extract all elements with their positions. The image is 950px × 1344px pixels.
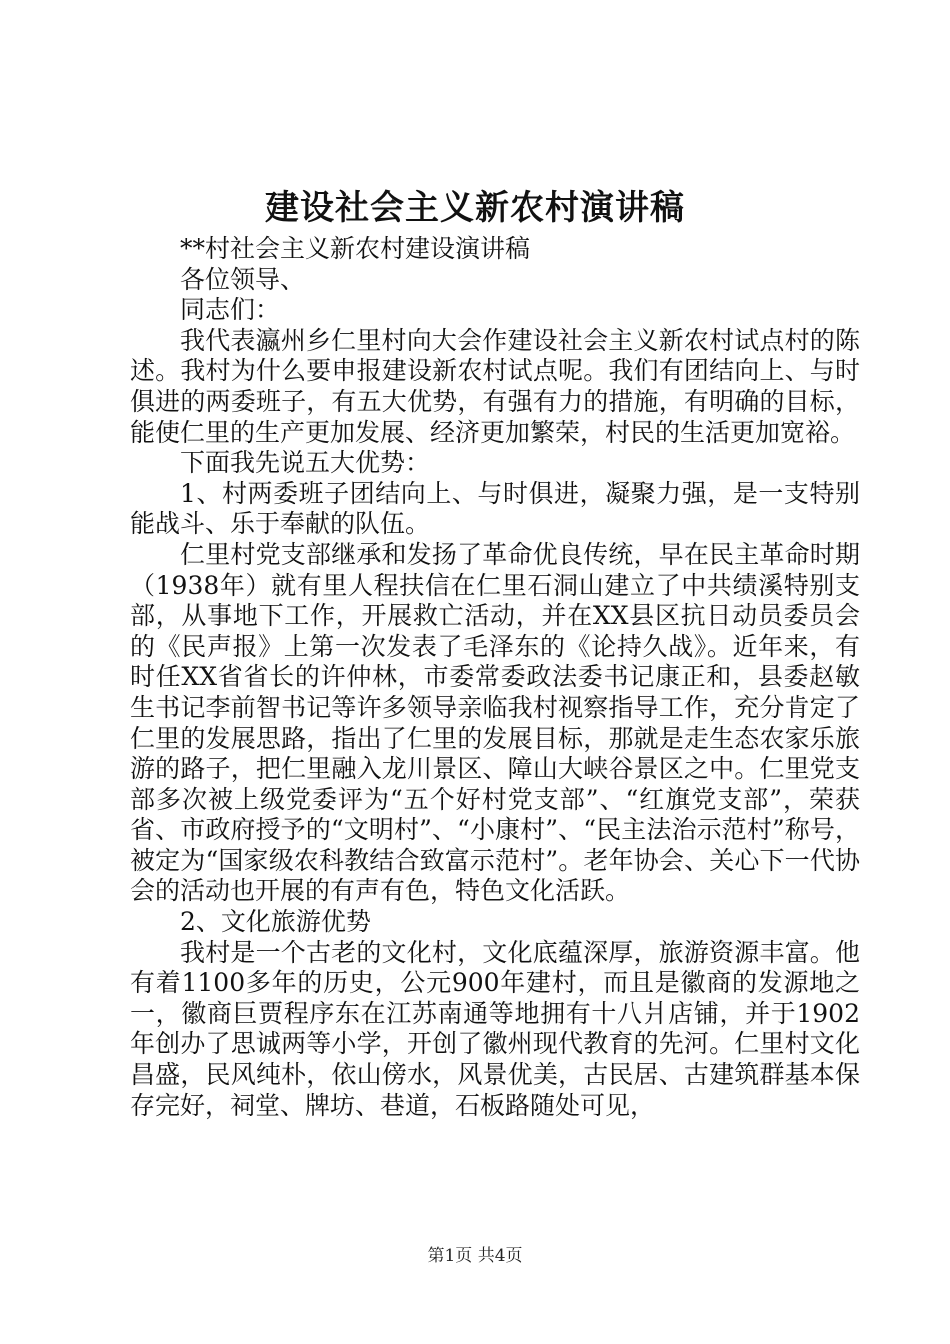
page-footer: 第1页 共4页 (427, 1246, 523, 1266)
paragraph-culture: 我村是一个古老的文化村，文化底蕴深厚，旅游资源丰富。他有着1100多年的历史，公元900年建村，而且是徽商的发源地之一，徽商巨贾程序东在江苏南通等地拥有十八爿店铺，并于1902年创办了思诚两等小学，开创了徽州现代教育的先河。仁里村文化昌盛，民风纯朴，依山傍水，风景优美，古民居、古建筑群基本保存完好，祠堂、牌坊、巷道，石板路随处可见， (130, 937, 860, 1120)
paragraph-intro: 我代表瀛州乡仁里村向大会作建设社会主义新农村试点村的陈述。我村为什么要申报建设新农村试点呢。我们有团结向上、与时俱进的两委班子，有五大优势，有强有力的措施，有明确的目标，能使仁里的生产更加发展、经济更加繁荣，村民的生活更加宽裕。 (130, 325, 860, 447)
document-body (130, 234, 860, 1121)
document-title: 建设社会主义新农村演讲稿 (265, 188, 685, 228)
paragraph-advantage-1: 1、村两委班子团结向上、与时俱进，凝聚力强，是一支特别能战斗、乐于奉献的队伍。 (130, 478, 860, 539)
paragraph-salutation-comrades: 同志们： (180, 295, 281, 325)
paragraph-subtitle: **村社会主义新农村建设演讲稿 (180, 234, 531, 263)
paragraph-advantage-2: 2、文化旅游优势 (180, 907, 371, 937)
paragraph-advantages-heading: 下面我先说五大优势： (180, 448, 431, 478)
paragraph-party-history: 仁里村党支部继承和发扬了革命优良传统，早在民主革命时期（1938年）就有里人程扶信在仁里石洞山建立了中共绩溪特别支部，从事地下工作，开展救亡活动，并在XX县区抗日动员委员会的《民声报》上第一次发表了毛泽东的《论持久战》。近年来，有时任XX省省长的许仲林，市委常委政法委书记康正和，县委赵敏生书记李前智书记等许多领导亲临我村视察指导工作，充分肯定了仁里的发展思路，指出了仁里的发展目标，那就是走生态农家乐旅游的路子，把仁里融入龙川景区、障山大峡谷景区之中。仁里党支部多次被上级党委评为“五个好村党支部”、“红旗党支部”，荣获省、市政府授予的“文明村”、“小康村”、“民主法治示范村”称号，被定为“国家级农科教结合致富示范村”。老年协会、关心下一代协会的活动也开展的有声有色，特色文化活跃。 (130, 539, 860, 906)
paragraph-salutation-leaders: 各位领导、 (180, 264, 306, 294)
